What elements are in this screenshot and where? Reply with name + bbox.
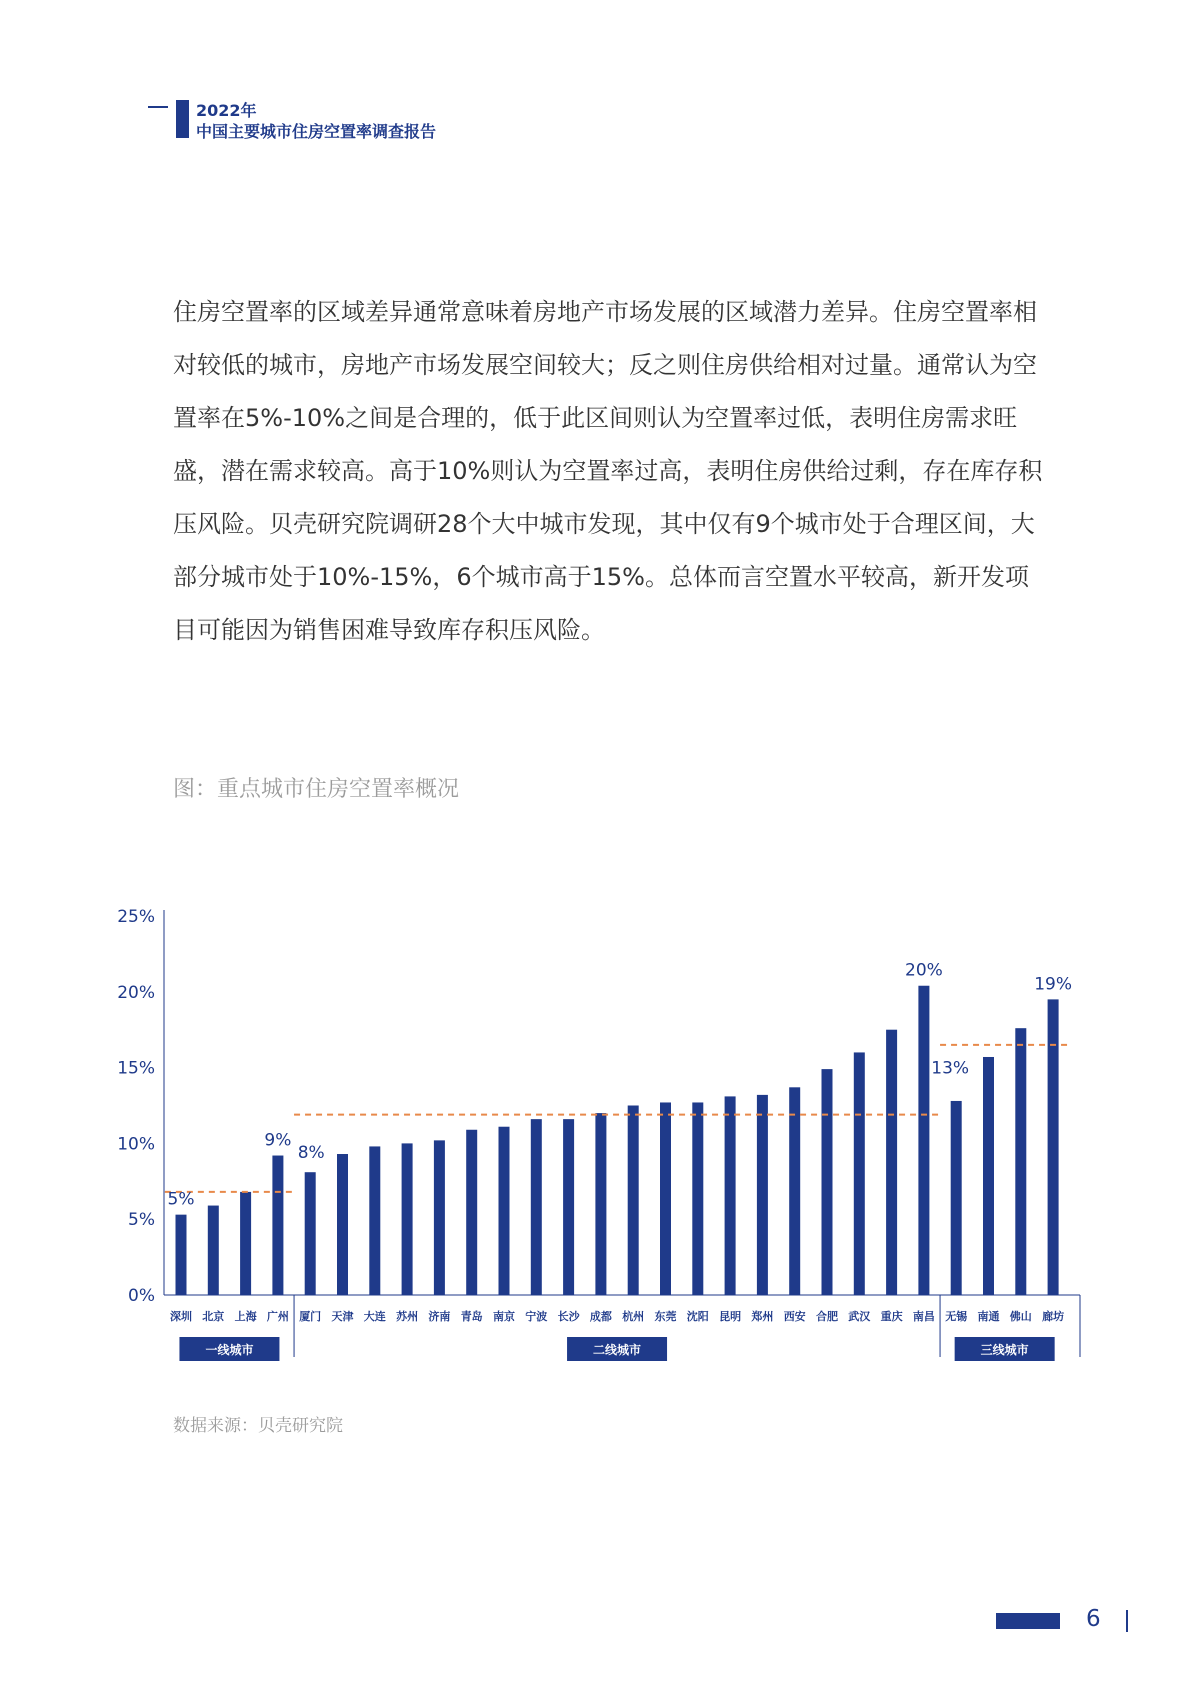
bar-合肥 [822, 1069, 833, 1295]
bar-南京 [499, 1127, 510, 1295]
page-separator [1126, 1610, 1128, 1632]
x-tick-label: 郑州 [751, 1310, 774, 1323]
bar-南昌 [918, 986, 929, 1295]
x-tick-label: 杭州 [622, 1310, 645, 1323]
body-paragraph: 住房空置率的区域差异通常意味着房地产市场发展的区域潜力差异。住房空置率相对较低的城市，房地产市场发展空间较大；反之则住房供给相对过量。通常认为空置率在5%-10%之间是合理的，低于此区间则认为空置率过低，表明住房需求旺盛，潜在需求较高。高于10%则认为空置率过高，表明住房供给过剩，存在库存积压风险。贝壳研究院调研28个大中城市发现，其中仅有9个城市处于合理区间，大部分城市处于10%-15%，6个城市高于15%。总体而言空置水平较高，新开发项目可能因为销售困难导致库存积压风险。 [173, 298, 1043, 644]
x-tick-label: 西安 [783, 1310, 806, 1323]
footer-accent-bar [996, 1613, 1060, 1629]
figure-caption: 图：重点城市住房空置率概况 [173, 777, 460, 802]
bar-杭州 [628, 1106, 639, 1296]
bar-佛山 [1015, 1028, 1026, 1295]
x-tick-label: 南京 [493, 1310, 515, 1323]
y-tick-label: 10% [117, 1134, 155, 1155]
y-tick-label: 25% [117, 907, 155, 927]
x-tick-label: 无锡 [945, 1310, 968, 1323]
data-label: 8% [297, 1143, 325, 1164]
bar-昆明 [725, 1096, 736, 1295]
x-tick-label: 青岛 [460, 1310, 483, 1323]
bar-成都 [595, 1113, 606, 1295]
bar-西安 [789, 1087, 800, 1295]
x-tick-label: 天津 [331, 1310, 354, 1323]
x-tick-label: 深圳 [170, 1310, 192, 1323]
bar-廊坊 [1048, 999, 1059, 1295]
header-accent-bar [176, 100, 189, 138]
x-tick-label: 长沙 [557, 1310, 580, 1323]
x-tick-label: 成都 [589, 1310, 612, 1323]
y-tick-label: 15% [117, 1058, 155, 1079]
data-label: 20% [905, 960, 943, 981]
bar-郑州 [757, 1095, 768, 1295]
data-source: 数据来源：贝壳研究院 [173, 1416, 343, 1436]
data-label: 13% [931, 1058, 970, 1079]
x-tick-label: 广州 [266, 1310, 289, 1323]
x-tick-label: 合肥 [816, 1310, 838, 1323]
bar-苏州 [402, 1143, 413, 1295]
y-tick-label: 20% [117, 982, 155, 1003]
x-tick-label: 上海 [234, 1310, 257, 1323]
bar-宁波 [531, 1119, 542, 1295]
x-tick-label: 南昌 [912, 1310, 935, 1323]
bar-广州 [272, 1156, 283, 1295]
x-tick-label: 济南 [428, 1310, 451, 1323]
bar-无锡 [951, 1101, 962, 1295]
x-tick-label: 昆明 [719, 1310, 742, 1323]
data-label: 9% [264, 1130, 292, 1151]
x-tick-label: 重庆 [880, 1310, 903, 1323]
header-title: 中国主要城市住房空置率调查报告 [196, 122, 437, 141]
bar-长沙 [563, 1119, 574, 1295]
bar-南通 [983, 1057, 994, 1295]
x-tick-label: 武汉 [848, 1310, 871, 1323]
y-tick-label: 0% [128, 1286, 155, 1306]
bar-大连 [369, 1146, 380, 1295]
x-tick-label: 苏州 [396, 1310, 419, 1323]
x-tick-label: 北京 [202, 1310, 225, 1323]
bar-东莞 [660, 1102, 671, 1295]
x-tick-label: 厦门 [299, 1310, 322, 1323]
group-label: 二线城市 [593, 1343, 642, 1357]
group-label: 三线城市 [980, 1343, 1029, 1357]
header-dash [148, 106, 168, 108]
x-tick-label: 佛山 [1009, 1310, 1032, 1323]
data-label: 19% [1034, 974, 1072, 995]
x-tick-label: 南通 [977, 1310, 1000, 1323]
bar-沈阳 [692, 1102, 703, 1295]
bar-厦门 [305, 1172, 316, 1295]
vacancy-rate-chart [0, 880, 1200, 1370]
y-tick-label: 5% [128, 1210, 155, 1231]
header-year: 2022年 [196, 101, 257, 120]
x-tick-label: 宁波 [525, 1310, 548, 1323]
bar-武汉 [854, 1052, 865, 1295]
bar-济南 [434, 1140, 445, 1295]
x-tick-label: 廊坊 [1042, 1310, 1065, 1323]
page-number: 6 [1086, 1606, 1101, 1632]
group-label: 一线城市 [205, 1343, 254, 1357]
bar-北京 [208, 1206, 219, 1295]
bar-青岛 [466, 1130, 477, 1295]
data-label: 5% [167, 1189, 195, 1210]
bar-天津 [337, 1154, 348, 1295]
x-tick-label: 东莞 [654, 1310, 677, 1323]
x-tick-label: 大连 [363, 1310, 386, 1323]
x-tick-label: 沈阳 [686, 1310, 709, 1323]
bar-深圳 [176, 1215, 187, 1295]
bar-上海 [240, 1192, 251, 1295]
bar-重庆 [886, 1030, 897, 1295]
